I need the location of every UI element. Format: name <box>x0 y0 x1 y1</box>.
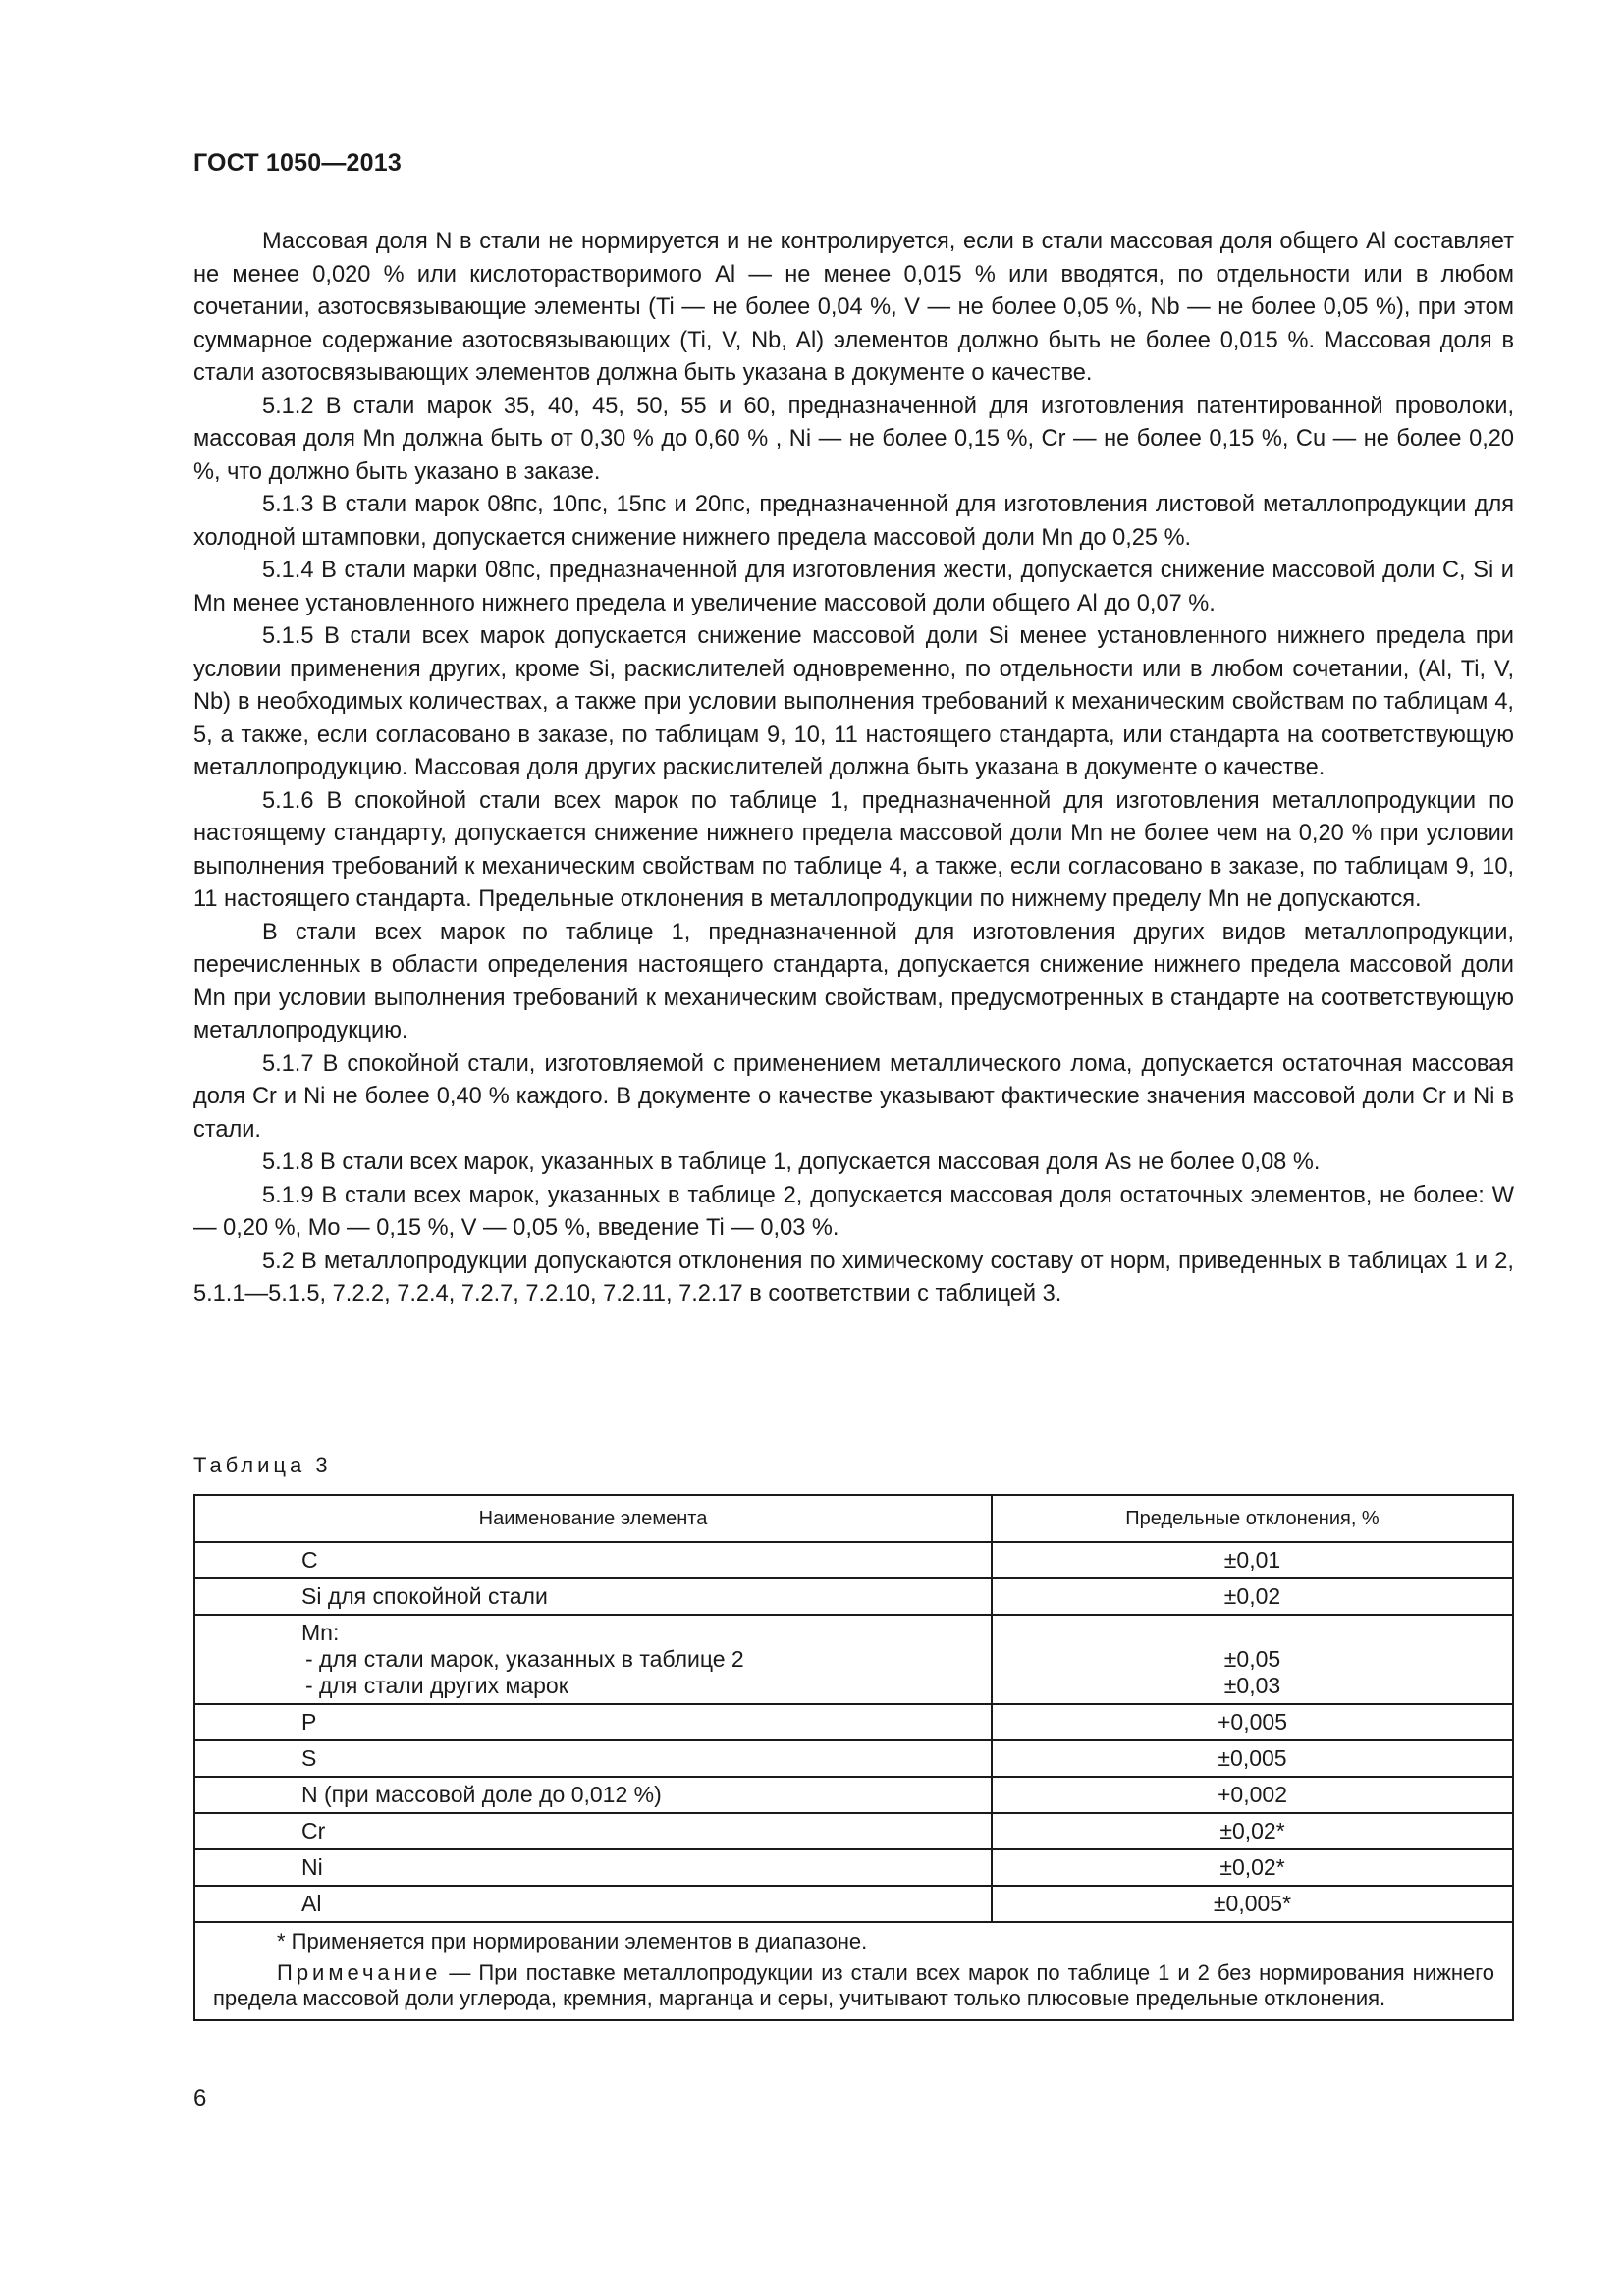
paragraph: 5.1.5 В стали всех марок допускается снижение массовой доли Si менее установленного нижнего предела при условии применения других, кроме Si, раскислителей одновременно, по отдельности или в любом сочетании, (Al, Ti, V, Nb) в необходимых количествах, а также при условии выполнения требований к механическим свойствам по таблицам 4, 5, а также, если согласовано в заказе, по таблицам 9, 10, 11 настоящего стандарта, или стандарта на соответствующую металлопродукцию. Массовая доля других раскислителей должна быть указана в документе о качестве. <box>193 623 1514 780</box>
paragraph: В стали всех марок по таблице 1, предназначенной для изготовления других видов металлопродукции, перечисленных в области определения настоящего стандарта, допускается снижение нижнего предела массовой доли Mn при условии выполнения требований к механическим свойствам, предусмотренных в стандарте на соответствующую металлопродукцию. <box>193 919 1514 1043</box>
body-text <box>193 226 1514 1311</box>
table-row <box>194 1886 1513 1922</box>
deviation-value: +0,005 <box>992 1704 1513 1740</box>
element-name-mn <box>194 1615 992 1704</box>
table-row <box>194 1777 1513 1813</box>
mn-sub-table2: - для стали марок, указанных в таблице 2 <box>305 1646 744 1672</box>
element-name: N (при массовой доле до 0,012 %) <box>194 1777 992 1813</box>
mn-sub-other: - для стали других марок <box>305 1673 568 1698</box>
table-row <box>194 1542 1513 1578</box>
table-note <box>213 1960 1494 2011</box>
table-caption: Таблица 3 <box>193 1453 332 1477</box>
element-name: P <box>194 1704 992 1740</box>
paragraph: Массовая доля N в стали не нормируется и не контролируется, если в стали массовая доля общего Al составляет не менее 0,020 % или кислоторастворимого Al — не менее 0,015 % или вводятся, по отдельности или в любом сочетании, азотосвязывающие элементы (Ti — не более 0,04 %, V — не более 0,05 %, Nb — не более 0,05 %), при этом суммарное содержание азотосвязывающих (Ti, V, Nb, Al) элементов должно быть не более 0,015 %. Массовая доля в стали азотосвязывающих элементов должна быть указана в документе о качестве. <box>193 229 1514 386</box>
column-header-element: Наименование элемента <box>194 1495 992 1542</box>
paragraph: 5.1.7 В спокойной стали, изготовляемой с применением металлического лома, допускается остаточная массовая доля Cr и Ni не более 0,40 % каждого. В документе о качестве указывают фактические значения массовой доли Cr и Ni в стали. <box>193 1050 1514 1143</box>
deviation-value: ±0,01 <box>992 1542 1513 1578</box>
deviation-table <box>193 1494 1514 2021</box>
table-row <box>194 1704 1513 1740</box>
element-name: Ni <box>194 1849 992 1886</box>
element-name: C <box>194 1542 992 1578</box>
table-row <box>194 1849 1513 1886</box>
table-row <box>194 1813 1513 1849</box>
note-label: Примечание <box>277 1960 442 1985</box>
deviation-value: +0,002 <box>992 1777 1513 1813</box>
table-notes <box>194 1922 1513 2020</box>
paragraph: 5.1.4 В стали марки 08пс, предназначенной для изготовления жести, допускается снижение массовой доли C, Si и Mn менее установленного нижнего предела и увеличение массовой доли общего Al до 0,07 %. <box>193 558 1514 616</box>
table-row <box>194 1740 1513 1777</box>
deviation-value: ±0,03 <box>1223 1673 1281 1698</box>
table-row <box>194 1578 1513 1615</box>
column-header-deviation: Предельные отклонения, % <box>992 1495 1513 1542</box>
page-number: 6 <box>193 2085 207 2111</box>
deviation-values-mn <box>992 1615 1513 1704</box>
note-text: — При поставке металлопродукции из стали всех марок по таблице 1 и 2 без нормирования нижнего предела массовой доли углерода, кремния, марганца и серы, учитывают только плюсовые предельные отклонения. <box>213 1960 1494 2010</box>
table-footnote: * Применяется при нормировании элементов в диапазоне. <box>277 1929 868 1953</box>
element-name: Cr <box>194 1813 992 1849</box>
paragraph: 5.1.2 В стали марок 35, 40, 45, 50, 55 и 60, предназначенной для изготовления патентированной проволоки, массовая доля Mn должна быть от 0,30 % до 0,60 % , Ni — не более 0,15 %, Cr — не более 0,15 %, Cu — не более 0,20 %, что должно быть указано в заказе. <box>193 393 1514 485</box>
paragraph: 5.1.8 В стали всех марок, указанных в таблице 1, допускается массовая доля As не более 0,08 %. <box>262 1149 1321 1175</box>
table-notes-row <box>194 1922 1513 2020</box>
paragraph: 5.2 В металлопродукции допускаются отклонения по химическому составу от норм, приведенных в таблицах 1 и 2, 5.1.1—5.1.5, 7.2.2, 7.2.4, 7.2.7, 7.2.10, 7.2.11, 7.2.17 в соответствии с таблицей 3. <box>193 1248 1514 1307</box>
element-name: Si для спокойной стали <box>194 1578 992 1615</box>
deviation-value: ±0,02 <box>992 1578 1513 1615</box>
table-header-row <box>194 1495 1513 1542</box>
table-row-mn-group <box>194 1615 1513 1704</box>
element-name: Al <box>194 1886 992 1922</box>
deviation-value: ±0,005 <box>992 1740 1513 1777</box>
paragraph: 5.1.9 В стали всех марок, указанных в таблице 2, допускается массовая доля остаточных элементов, не более: W — 0,20 %, Mo — 0,15 %, V — 0,05 %, введение Ti — 0,03 %. <box>193 1182 1514 1241</box>
deviation-value: ±0,02* <box>992 1813 1513 1849</box>
deviation-value: ±0,05 <box>1223 1646 1281 1672</box>
element-name: S <box>194 1740 992 1777</box>
mn-label: Mn: <box>301 1620 340 1645</box>
paragraph: 5.1.3 В стали марок 08пс, 10пс, 15пс и 20пс, предназначенной для изготовления листовой металлопродукции для холодной штамповки, допускается снижение нижнего предела массовой доли Mn до 0,25 %. <box>193 492 1514 551</box>
document-header: ГОСТ 1050—2013 <box>193 149 402 177</box>
deviation-value: ±0,02* <box>992 1849 1513 1886</box>
deviation-value: ±0,005* <box>992 1886 1513 1922</box>
paragraph: 5.1.6 В спокойной стали всех марок по таблице 1, предназначенной для изготовления металлопродукции по настоящему стандарту, допускается снижение нижнего предела массовой доли Mn не более чем на 0,20 % при условии выполнения требований к механическим свойствам по таблице 4, а также, если согласовано в заказе, по таблицам 9, 10, 11 настоящего стандарта. Предельные отклонения в металлопродукции по нижнему пределу Mn не допускаются. <box>193 787 1514 912</box>
